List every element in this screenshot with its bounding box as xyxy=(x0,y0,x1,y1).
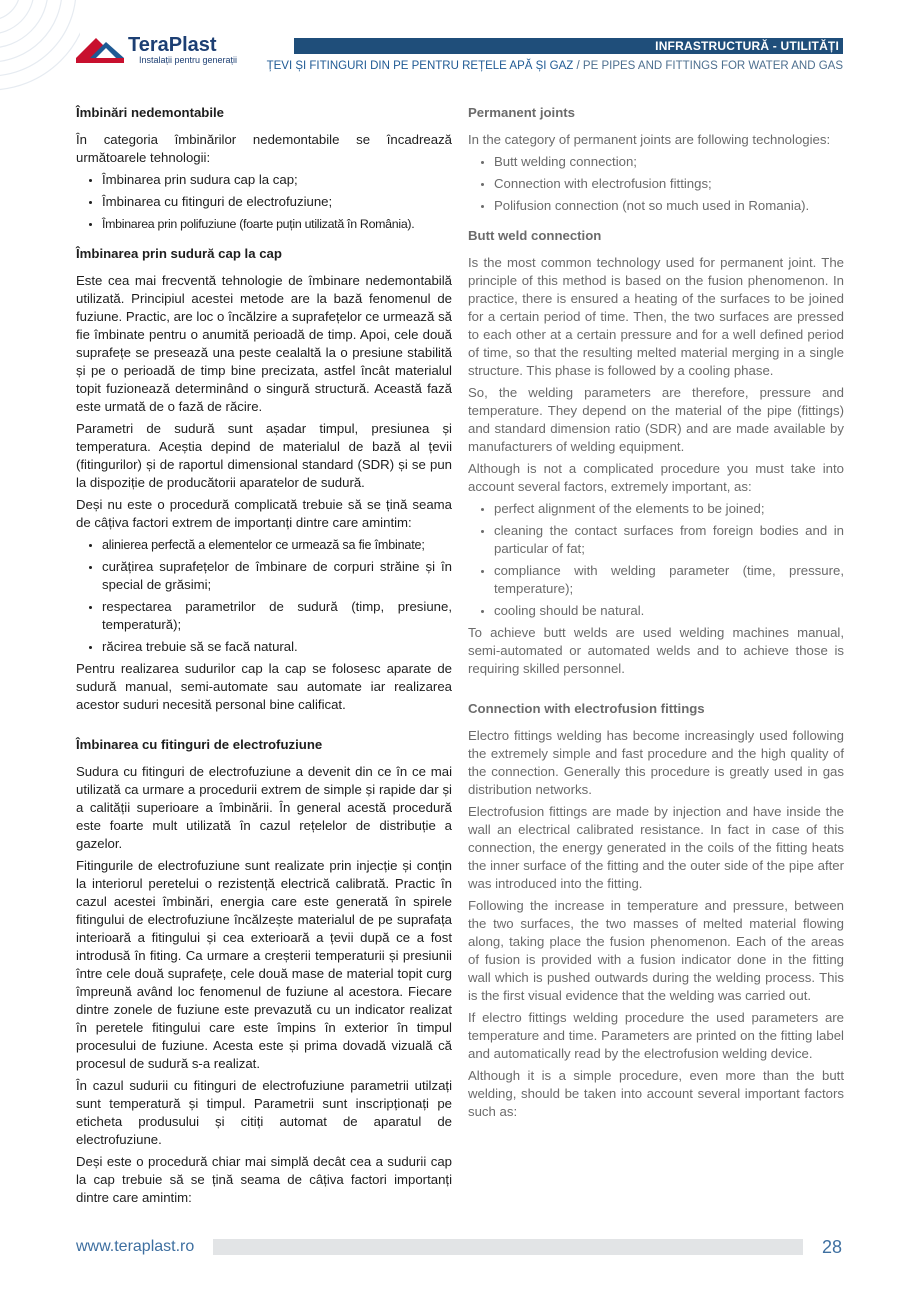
paragraph: Deși este o procedură chiar mai simplă decât cea a sudurii cap la cap trebuie să se țină seama de câțiva factori importanți dintre care amintim: xyxy=(76,1154,452,1205)
subtitle-en: PE PIPES AND FITTINGS FOR WATER AND GAS xyxy=(582,60,843,72)
section-subtitle xyxy=(267,60,843,72)
heading-electrofusion-ro: Îmbinarea cu fitinguri de electrofuziune xyxy=(76,737,323,752)
technologies-list-ro xyxy=(76,171,452,233)
technologies-list-en xyxy=(468,153,844,215)
list-item: • Îmbinarea prin sudura cap la cap; xyxy=(102,171,452,189)
paragraph: Electro fittings welding has become increasingly used following the extremely simple and fast procedure and the high quality of the connection. Generally this procedure is greatly used in gas distribution networks. xyxy=(468,728,844,797)
paragraph: So, the welding parameters are therefore, pressure and temperature. They depend on the material of the pipe (fittings) and standard dimension ratio (SDR) and are made available by manufacturers of welding equipment. xyxy=(468,385,844,454)
paragraph: In the category of permanent joints are following technologies: xyxy=(468,132,831,147)
heading-permanent-joints-en: Permanent joints xyxy=(468,105,575,120)
heading-electrofusion-en: Connection with electrofusion fittings xyxy=(468,701,705,716)
heading-permanent-joints-ro: Îmbinări nedemontabile xyxy=(76,105,225,120)
heading-butt-weld-en: Butt weld connection xyxy=(468,228,602,243)
list-item: • Connection with electrofusion fittings; xyxy=(494,175,844,193)
brand-since: since 1896 xyxy=(89,59,115,65)
footer-bar xyxy=(213,1239,803,1255)
website-link[interactable]: www.teraplast.ro xyxy=(76,1238,195,1255)
heading-butt-weld-ro: Îmbinarea prin sudură cap la cap xyxy=(76,246,282,261)
paragraph: Este cea mai frecventă tehnologie de îmbinare nedemontabilă utilizată. Principiul acestei metode are la bază fenomenul de fuziune. Practic, are loc o încălzire a suprafețelor ce urmează să fie îmbinate pentru o anumită perioadă de timp. Apoi, cele două suprafețe se presează una peste cealaltă la o presiune stabilită și pe o perioadă de timp bine precizata, astfel încât materialul topit fuzionează determinând o singură structură. Această fază este urmată de o fază de răcire. xyxy=(76,273,452,414)
list-item: • cooling should be natural. xyxy=(494,602,844,620)
brand-name: TeraPlast xyxy=(128,34,217,56)
paragraph: If electro fittings welding procedure the used parameters are temperature and time. Parameters are printed on the fitting label and automatically read by the electrofusion welding device. xyxy=(468,1010,844,1061)
page-number: 28 xyxy=(822,1237,843,1257)
brand-tagline: Instalații pentru generații xyxy=(139,55,238,65)
subtitle-ro: ȚEVI ȘI FITINGURI DIN PE PENTRU REȚELE APĂ ȘI GAZ xyxy=(266,60,574,72)
paragraph: În categoria îmbinărilor nedemontabile se încadrează următoarele tehnologii: xyxy=(76,132,452,165)
list-item: • Îmbinarea prin polifuziune (foarte puțin utilizată în România). xyxy=(102,215,452,233)
list-item: • cleaning the contact surfaces from foreign bodies and in particular of fat; xyxy=(494,522,844,558)
list-item: • Îmbinarea cu fitinguri de electrofuziune; xyxy=(102,193,452,211)
romanian-column xyxy=(76,104,452,1207)
teraplast-logo xyxy=(76,34,246,70)
paragraph: Is the most common technology used for permanent joint. The principle of this method is based on the fusion phenomenon. In practice, there is ensured a heating of the surfaces to be joined for a certain period of time. Then, the two surfaces are pressed to each other at a certain pressure and for a well defined period of time, so that the resulting melted material merging in a single structure. This phase is followed by a cooling phase. xyxy=(468,255,844,378)
paragraph: Deși nu este o procedură complicată trebuie să se țină seama de câțiva factori extrem de importanți dintre care amintim: xyxy=(76,497,452,530)
paragraph: To achieve butt welds are used welding machines manual, semi-automated or automated welds and to achieve those is requiring skilled personnel. xyxy=(468,625,844,676)
decorative-arcs xyxy=(0,0,80,110)
subtitle-separator: / xyxy=(573,60,583,72)
factors-list-ro xyxy=(76,536,452,656)
paragraph: Sudura cu fitinguri de electrofuziune a devenit din ce în ce mai utilizată ca urmare a procedurii extrem de simple și rapide dar și a calității superioare a îmbinării. În general acestă procedură este foarte mult utilizată în cazul rețelelor de distribuție a gazelor. xyxy=(76,764,452,851)
list-item: • răcirea trebuie să se facă natural. xyxy=(102,638,452,656)
list-item: • respectarea parametrilor de sudură (timp, presiune, temperatură); xyxy=(102,598,452,634)
factors-list-en xyxy=(468,500,844,620)
paragraph: Fitingurile de electrofuziune sunt realizate prin injecție și conțin la interiorul peretelui o rezistență electrică calibrată. Practic în cazul acestei îmbinări, energia care este generată în spirele fitingului de electrofuziune încălzește materialul de pe suprafața interioară a fitingului și cea exterioară a țevii după ce a fost introdusă în fiting. Ca urmare a creșterii temperaturii și presiunii între cele două suprafețe, cele două mase de material topit curg împreună având loc fenomenul de fuziune al acestora. Fiecare dintre zonele de fuziune este prevazută cu un indicator realizat în peretele fitingului care este împins în exterior în timpul procesului de fuziune. Acesta este și prima dovadă vizuală că procesul de sudură s-a realizat. xyxy=(76,858,452,1071)
list-item: • Polifusion connection (not so much used in Romania). xyxy=(494,197,844,215)
paragraph: Following the increase in temperature and pressure, between the two surfaces, the two masses of melted material flowing along, taking place the fusion phenomenon. Each of the areas of fusion is provided with a fusion indicator done in the fitting wall which is pushed outwards during the welding process. This is the first visual evidence that the welding was carried out. xyxy=(468,898,844,1003)
english-column xyxy=(468,104,844,1121)
paragraph: Although is not a complicated procedure you must take into account several factors, extremely important, as: xyxy=(468,461,844,494)
paragraph: Electrofusion fittings are made by injection and have inside the wall an electrical calibrated resistance. In fact in case of this connection, the energy generated in the coils of the fitting heats the inner surface of the fitting and the outer side of the pipe after was introduced into the fitting. xyxy=(468,804,844,891)
list-item: • curățirea suprafețelor de îmbinare de corpuri străine și în special de grăsimi; xyxy=(102,558,452,594)
section-title: INFRASTRUCTURĂ - UTILITĂȚI xyxy=(655,39,839,53)
section-header-bar xyxy=(294,38,843,54)
paragraph: Parametri de sudură sunt așadar timpul, presiunea și temperatura. Aceștia depind de materialul de bază al țevii (fitingurilor) și de raportul dimensional standard (SDR) și se pun la dispoziție de producătorii aparatelor de sudură. xyxy=(76,421,452,490)
list-item: • Butt welding connection; xyxy=(494,153,844,171)
paragraph: Although it is a simple procedure, even more than the butt welding, should be taken into account several important factors such as: xyxy=(468,1068,844,1119)
list-item: • alinierea perfectă a elementelor ce urmează sa fie îmbinate; xyxy=(102,536,452,554)
paragraph: Pentru realizarea sudurilor cap la cap se folosesc aparate de sudură manual, semi-automate sau automate iar realizarea acestor suduri necesită personal bine calificat. xyxy=(76,661,452,712)
list-item: • perfect alignment of the elements to be joined; xyxy=(494,500,844,518)
paragraph: În cazul sudurii cu fitinguri de electrofuziune parametrii utilzați sunt temperatură și timpul. Parametrii sunt inscripționați pe eticheta produsului și citiți automat de aparatul de electrofuziune. xyxy=(76,1078,452,1147)
list-item: • compliance with welding parameter (time, pressure, temperature); xyxy=(494,562,844,598)
